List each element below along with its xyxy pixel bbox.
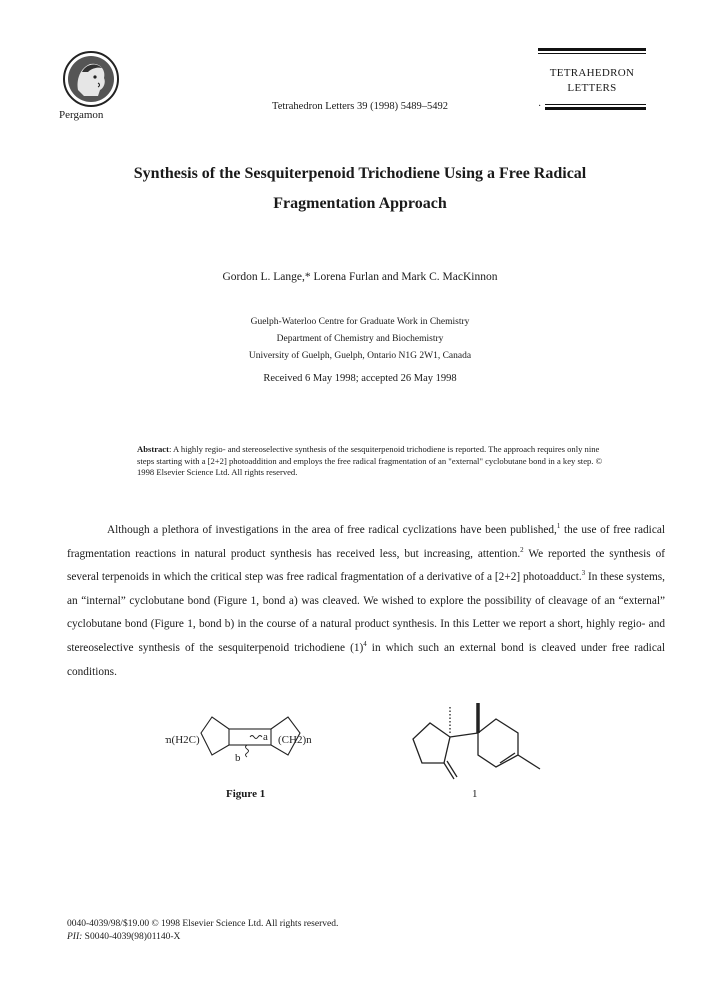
brand-rule-thin	[538, 53, 646, 54]
pii-label: PII:	[67, 932, 83, 942]
body-paragraph	[67, 519, 665, 684]
brand-title-line1: TETRAHEDRON	[549, 67, 635, 79]
abstract	[137, 444, 615, 479]
reference-1: 1	[556, 522, 561, 531]
copyright-footer	[67, 918, 338, 944]
brand-footer-rules	[538, 101, 646, 112]
abstract-label: Abstract	[137, 444, 169, 454]
reference-3: 3	[581, 569, 586, 578]
article-title-line2: Fragmentation Approach	[273, 195, 447, 212]
publisher-name: Pergamon	[59, 109, 104, 121]
abstract-text: : A highly regio- and stereoselective synthesis of the sesquiterpenoid trichodiene is reported. The approach requires only nine steps starting with a [2+2] photoaddition and employs the free radical fragmentation of an "external" cyclobutane bond in a key step. © 1998 Elsevier Science Ltd. All rights reserved.	[137, 444, 603, 477]
trichodiene-structure	[408, 697, 548, 783]
compound-number-label: 1	[472, 788, 478, 800]
figure-1-structure	[165, 707, 340, 779]
affiliation-line3: University of Guelph, Guelph, Ontario N1G 2W1, Canada	[248, 351, 472, 361]
brand-title	[538, 66, 646, 96]
pii-value: S0040-4039(98)01140-X	[82, 932, 181, 942]
journal-brand	[538, 48, 646, 110]
body-text-5: in which such an external bond is cleaved under free radical conditions.	[67, 641, 665, 678]
brand-dot: ·	[538, 101, 542, 112]
reference-2: 2	[520, 545, 524, 554]
fig1-left-label: m(H2C)	[165, 734, 200, 746]
figure-1-caption: Figure 1	[226, 788, 266, 800]
brand-title-line2: LETTERS	[567, 82, 617, 94]
footer-pii	[67, 931, 338, 944]
affiliation-line1: Guelph-Waterloo Centre for Graduate Work in Chemistry	[250, 317, 470, 327]
journal-citation: Tetrahedron Letters 39 (1998) 5489–5492	[272, 101, 448, 112]
publisher-logo	[62, 50, 120, 108]
author-list: Gordon L. Lange,* Lorena Furlan and Mark C. MacKinnon	[222, 271, 498, 283]
reference-4: 4	[363, 640, 367, 649]
fig1-bond-b-label: b	[235, 752, 241, 764]
article-title-line1: Synthesis of the Sesquiterpenoid Trichodiene Using a Free Radical	[133, 165, 587, 182]
brand-rule-group	[545, 104, 646, 110]
body-text-4: In these systems, an “internal” cyclobutane bond (Figure 1, bond a) was cleaved. We wished to explore the possibility of cleavage of an “external” cyclobutane bond (Figure 1, bond b) in the course of a natural product synthesis. In this Letter we report a short, highly regio- and stereoselective synthesis of the sesquiterpenoid trichodiene (1)	[67, 571, 665, 654]
article-title	[60, 159, 660, 219]
affiliation-line2: Department of Chemistry and Biochemistry	[276, 334, 444, 344]
affiliation	[0, 314, 720, 365]
body-text-1: Although a plethora of investigations in the area of free radical cyclizations have been published,	[107, 524, 557, 536]
footer-copyright: 0040-4039/98/$19.00 © 1998 Elsevier Science Ltd. All rights reserved.	[67, 919, 339, 929]
body-text-2: the use of free radical fragmentation reactions in natural product synthesis has received less, but increasing, attention.	[67, 524, 665, 560]
received-dates: Received 6 May 1998; accepted 26 May 1998	[263, 373, 457, 384]
body-text-3: We reported the synthesis of several terpenoids in which the critical step was free radical fragmentation of a derivative of a [2+2] photoadduct.	[67, 547, 665, 584]
brand-rule	[538, 48, 646, 51]
fig1-right-label: (CH2)n	[278, 734, 312, 746]
fig1-bond-a-label: a	[263, 731, 268, 743]
